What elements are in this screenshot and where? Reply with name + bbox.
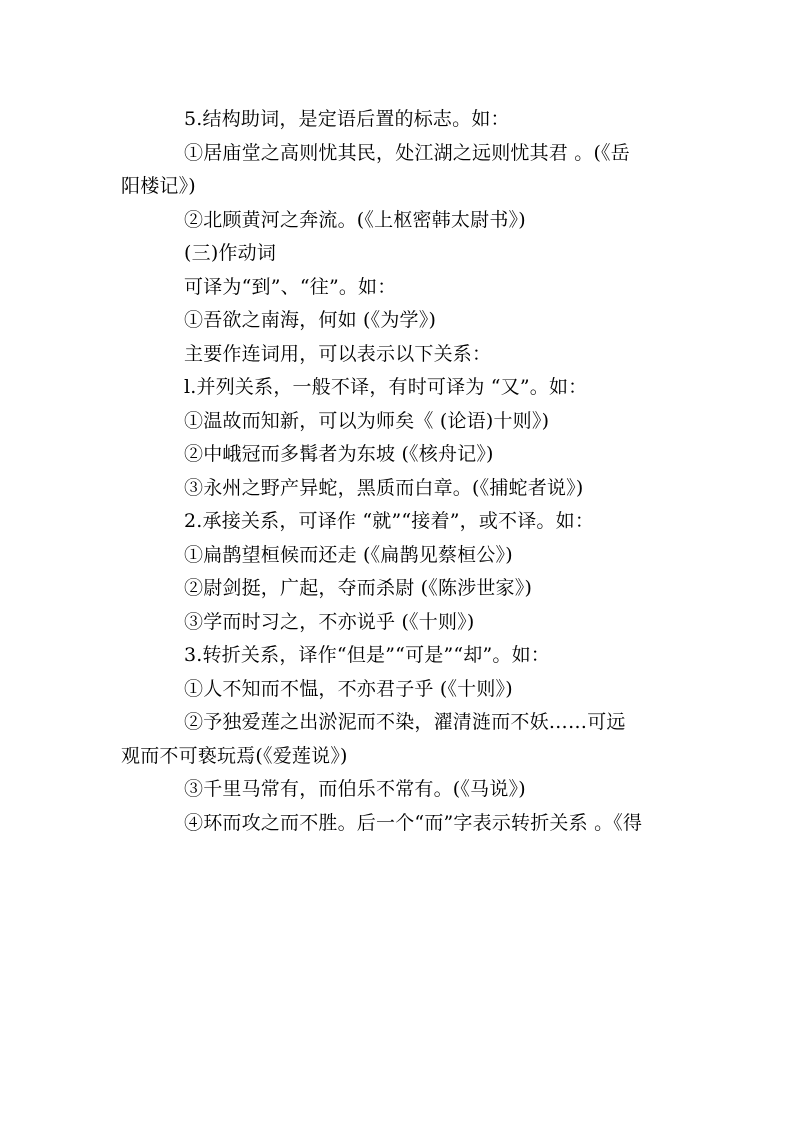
text-line: ③永州之野产异蛇，黑质而白章。(《捕蛇者说》) [184,476,584,499]
text-line: 可译为“到”、“往”。如： [184,275,397,298]
text-line: ①吾欲之南海，何如 (《为学》) [184,309,437,331]
text-line: 阳楼记》) [121,175,196,197]
text-line: ①扁鹊望桓候而还走 (《扁鹊见蔡桓公》) [184,543,513,566]
text-line: 5.结构助词，是定语后置的标志。如： [184,108,510,130]
text-line: ②北顾黄河之奔流。(《上枢密韩太尉书》) [184,208,526,231]
text-line: ②予独爱莲之出淤泥而不染，濯清涟而不妖……可远 [184,711,626,733]
text-line: ③学而时习之，不亦说乎 (《十则》) [184,610,475,633]
text-line: ④环而攻之而不胜。后一个“而”字表示转折关系 。《得 [184,811,643,834]
text-line: ②中峨冠而多髯者为东坡 (《核舟记》) [184,443,494,465]
text-line: 观而不可亵玩焉(《爱莲说》) [121,744,348,767]
text-line: l.并列关系，一般不译，有时可译为 “又”。如： [184,376,588,398]
text-line: (三)作动词 [184,242,277,264]
text-line: ①居庙堂之高则忧其民，处江湖之远则忧其君 。(《岳 [184,141,630,164]
text-line: 2.承接关系，可译作 “就”“接着”，或不译。如： [184,510,595,532]
text-line: 主要作连词用，可以表示以下关系： [184,342,492,365]
text-line: ③千里马常有，而伯乐不常有。(《马说》) [184,778,526,800]
text-line: ①温故而知新，可以为师矣《 (论语)十则》) [184,409,550,432]
text-line: 3.转折关系，译作“但是”“可是”“却”。如： [184,644,551,666]
document-body [121,103,681,840]
text-line: ②尉剑挺，广起，夺而杀尉 (《陈涉世家》) [184,577,533,599]
text-line: ①人不知而不愠，不亦君子乎 (《十则》) [184,677,513,700]
